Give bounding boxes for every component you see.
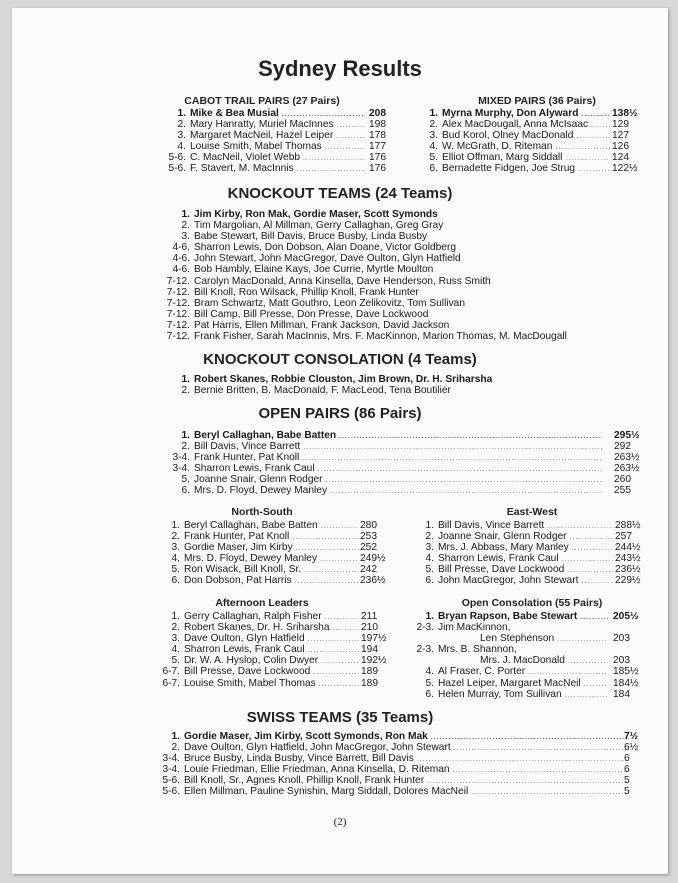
result-rank: 3-4. [172,452,190,464]
result-rank: 6. [425,575,434,587]
result-rank: 5. [425,564,434,576]
result-score: 292 [614,441,631,453]
mixed-pairs-heading: MIXED PAIRS (36 Pairs) [478,95,596,107]
result-names: Len Stephenson ..... [480,633,608,645]
result-rank: 7-12. [166,331,190,343]
result-score: 194 [361,644,378,656]
result-score: 124 [612,152,629,164]
result-names: Dave Oulton, Glyn Hatfield ..... [184,633,360,645]
swiss-teams-heading: SWISS TEAMS (35 Teams) [246,709,434,726]
result-names: Frank Fisher, Sarah MacInnis, Mrs. F. MacKinnon, Marion Thomas, M. MacDougall [194,331,567,343]
result-score: 126 [612,141,629,153]
result-rank: 4-6. [172,264,190,276]
result-names: Bob Hambly, Elaine Kays, Joe Currie, Myrtle Moulton [194,264,434,276]
result-score: 197½ [361,633,387,645]
result-names: Robert Skanes, Robbie Clouston, Jim Brown, Dr. H. Sriharsha [194,374,493,385]
knockout-teams-heading: KNOCKOUT TEAMS (24 Teams) [227,185,453,202]
result-names: Jim Kirby, Ron Mak, Gordie Maser, Scott Symonds [194,209,438,220]
result-names: Louise Smith, Mabel Thomas ..... [190,141,365,153]
afternoon-leaders-heading: Afternoon Leaders [215,597,309,609]
result-score: 236½ [360,575,386,587]
result-score: 280 [360,520,377,531]
result-rank: 3. [181,231,190,243]
result-score: 211 [361,611,378,622]
result-score: 177 [369,141,386,153]
open-pairs-heading: OPEN PAIRS (86 Pairs) [258,405,422,422]
result-names: John Stewart, John MacGregor, Dave Oulton, Glyn Hatfield [194,253,461,265]
result-rank: 3-4. [162,764,180,776]
result-names: W. McGrath, D. Riteman ..... [442,141,610,153]
result-rank: 6. [425,688,434,700]
result-names: Louise Smith, Mabel Thomas ..... [184,678,360,690]
result-rank: 1. [429,108,438,119]
result-names: Beryl Callaghan, Babe Batten ..... [184,520,359,532]
result-names: Frank Hunter, Pat Knoll ..... [194,452,602,464]
result-rank: 7-12. [166,275,190,287]
result-rank: 1. [177,108,186,119]
result-rank: 3. [171,542,180,554]
result-rank: 5-6. [168,152,186,164]
result-rank: 3. [177,130,186,142]
result-score: 6 [624,753,630,765]
result-names: Sharron Lewis, Frank Caul ..... [194,463,602,475]
result-score: 189 [361,666,378,678]
result-names: Mike & Bea Musial ..... [190,108,365,120]
result-rank: 4-6. [172,242,190,254]
result-rank: 5. [425,677,434,689]
result-rank: 1. [171,520,180,531]
result-rank: 4. [425,553,434,565]
result-rank: 5-6. [162,775,180,787]
result-names: Bill Presse, Dave Lockwood ..... [438,564,614,576]
result-score: 192½ [361,655,387,667]
result-names: Sharron Lewis, Frank Caul ..... [184,644,360,656]
result-names: Sharron Lewis, Don Dobson, Alan Doane, Victor Goldberg [194,242,457,254]
result-names: Beryl Callaghan, Babe Batten ..... [194,430,602,442]
result-score: 176 [369,152,386,164]
result-rank: 6-7. [162,677,180,689]
result-score: 243½ [615,553,641,565]
result-score: 205½ [613,611,639,622]
result-names: F. Stavert, M. MacInnis ..... [190,163,365,175]
result-names: Sharron Lewis, Frank Caul ..... [438,553,614,565]
result-rank: 4. [177,141,186,153]
result-score: 122½ [612,163,638,175]
result-names: Bill Knoll, Ron Wilsack, Phillip Knoll, Frank Hunter [194,286,419,298]
result-names: Frank Hunter, Pat Knoll ..... [184,531,359,543]
result-rank: 4. [171,553,180,565]
result-names: Mary Hanratty, Muriel MacInnes ..... [190,119,365,131]
result-rank: 5-6. [162,786,180,798]
result-names: Bud Korol, Olney MacDonald ..... [442,130,610,142]
result-rank: 7-12. [166,308,190,320]
result-rank: 2-3. [416,644,434,656]
result-rank: 1. [171,611,180,622]
result-score: 208 [369,108,386,119]
result-names: Bryan Rapson, Babe Stewart ..... [438,611,608,623]
result-score: 5 [624,786,630,798]
result-names: Bill Knoll, Sr., Agnes Knoll, Phillip Knoll, Frank Hunter ..... [184,775,629,787]
result-score: 184½ [613,677,639,689]
open-consolation-heading: Open Consolation (55 Pairs) [461,597,603,609]
result-names: Bruce Busby, Linda Busby, Vince Barrett, Bill Davis ..... [184,753,629,765]
result-names: C. MacNeil, Violet Webb ..... [190,152,365,164]
page-title: Sydney Results [258,56,422,81]
result-names: John MacGregor, John Stewart ..... [438,575,614,587]
result-rank: 2-3. [416,622,434,634]
result-rank: 5. [429,152,438,164]
result-names: Pat Harris, Ellen Millman, Frank Jackson, David Jackson [194,319,450,331]
result-score: 203 [613,633,630,645]
result-names: Bernie Britten, B. MacDonald, F. MacLeod, Tena Boutilier [194,385,451,397]
result-names: Jim MacKinnon, [438,622,511,634]
result-names: Dave Oulton, Glyn Hatfield, John MacGregor, John Stewart ..... [184,742,629,754]
result-names: Tim Margolian, Al Millman, Gerry Callaghan, Greg Gray [194,220,444,232]
result-names: Robert Skanes, Dr. H. Sriharsha ..... [184,622,360,634]
result-names: Carolyn MacDonald, Anna Kinsella, Dave Henderson, Russ Smith [194,275,491,287]
result-rank: 4. [429,141,438,153]
result-rank: 3. [171,633,180,645]
result-rank: 1. [181,430,190,441]
result-rank: 2. [425,531,434,543]
result-score: 178 [369,130,386,142]
result-score: 236½ [615,564,641,576]
result-names: Ron Wisack, Bill Knoll, Sr. ..... [184,564,359,576]
result-rank: 2. [181,220,190,232]
result-score: 295½ [614,430,640,441]
result-names: Mrs. J. Abbass, Mary Manley ..... [438,542,614,554]
result-score: 7½ [624,731,639,742]
result-names: Margaret MacNeil, Hazel Leiper ..... [190,130,365,142]
result-rank: 1. [425,611,434,622]
result-names: Gerry Callaghan, Ralph Fisher ..... [184,611,360,623]
result-score: 255 [614,485,631,497]
result-rank: 4. [171,644,180,656]
result-rank: 3-4. [162,753,180,765]
result-rank: 2. [171,622,180,634]
result-rank: 7-12. [166,297,190,309]
result-score: 184 [613,688,630,700]
result-score: 176 [369,163,386,175]
result-rank: 4. [425,666,434,678]
result-names: Helen Murray, Tom Sullivan ..... [438,689,608,701]
result-names: Joanne Snair, Glenn Rodger ..... [438,531,614,543]
result-names: Bill Presse, Dave Lockwood ..... [184,666,360,678]
north-south-heading: North-South [231,506,293,518]
result-score: 6 [624,764,630,776]
result-names: Hazel Leiper, Margaret MacNeil ..... [438,678,608,690]
result-rank: 7-12. [166,319,190,331]
result-rank: 6-7. [162,666,180,678]
result-rank: 2. [171,531,180,543]
east-west-heading: East-West [506,506,558,518]
result-rank: 3. [429,130,438,142]
result-rank: 6. [181,485,190,497]
result-names: Dr. W. A. Hyslop, Colin Dwyer ..... [184,655,360,667]
result-rank: 2. [181,441,190,453]
result-score: 185½ [613,666,639,678]
result-names: Bill Davis, Vince Barrett ..... [438,520,614,532]
result-score: 288½ [615,520,641,531]
result-score: 263½ [614,463,640,475]
result-names: Bram Schwartz, Matt Gouthro, Leon Zelikovitz, Tom Sullivan [194,297,466,309]
result-score: 198 [369,119,386,131]
result-names: Elliot Offman, Marg Siddall ..... [442,152,610,164]
result-rank: 3-4. [172,463,190,475]
result-score: 138½ [612,108,638,119]
result-rank: 5. [181,474,190,486]
result-rank: 6. [429,163,438,175]
result-names: Al Fraser, C. Porter ..... [438,666,608,678]
result-names: Mrs. D. Floyd, Dewey Manley ..... [194,485,602,497]
result-score: 189 [361,677,378,689]
results-page [12,8,668,874]
result-rank: 1. [181,209,190,220]
result-names: Mrs. B. Shannon, [438,644,517,656]
result-rank: 4-6. [172,253,190,265]
result-score: 242 [360,564,377,576]
result-score: 5 [624,775,630,787]
result-rank: 5. [171,564,180,576]
result-names: Gordie Maser, Jim Kirby ..... [184,542,359,554]
result-rank: 1. [181,374,190,385]
result-names: Bernadette Fidgen, Joe Strug ..... [442,163,610,175]
result-score: 210 [361,622,378,634]
result-score: 229½ [615,575,641,587]
result-score: 253 [360,531,377,543]
result-score: 129 [612,119,629,131]
page-number: (2) [333,816,347,828]
result-names: Bill Davis, Vince Barrett ..... [194,441,602,453]
result-rank: 5-6. [168,163,186,175]
result-rank: 2. [429,119,438,131]
result-names: Bill Camp, Bill Presse, Don Presse, Dave Lockwood [194,308,429,320]
cabot-trail-heading: CABOT TRAIL PAIRS (27 Pairs) [184,95,340,107]
result-score: 260 [614,474,631,486]
result-names: Joanne Snair, Glenn Rodger ..... [194,474,602,486]
result-score: 203 [613,655,630,667]
result-names: Alex MacDougall, Anna McIsaac ..... [442,119,610,131]
result-score: 6½ [624,742,639,754]
result-score: 252 [360,542,377,554]
result-names: Gordie Maser, Jim Kirby, Scott Symonds, Ron Mak ..... [184,731,629,743]
knockout-consolation-heading: KNOCKOUT CONSOLATION (4 Teams) [203,351,477,368]
result-rank: 2. [181,385,190,397]
result-rank: 1. [171,731,180,742]
result-score: 257 [615,531,632,543]
result-score: 127 [612,130,629,142]
result-score: 263½ [614,452,640,464]
result-rank: 7-12. [166,286,190,298]
result-rank: 6. [171,575,180,587]
result-names: Don Dobson, Pat Harris ..... [184,575,359,587]
result-rank: 2. [171,742,180,754]
result-rank: 3. [425,542,434,554]
result-rank: 2. [177,119,186,131]
result-names: Myrna Murphy, Don Alyward ..... [442,108,610,120]
result-rank: 5. [171,655,180,667]
result-names: Mrs. D. Floyd, Dewey Manley ..... [184,553,359,565]
result-names: Babe Stewart, Bill Davis, Bruce Busby, Linda Busby [194,231,428,243]
result-score: 244½ [615,542,641,554]
result-rank: 1. [425,520,434,531]
result-score: 249½ [360,553,386,565]
result-names: Ellen Millman, Pauline Synishin, Marg Siddall, Dolores MacNeil ..... [184,786,629,798]
result-names: Mrs. J. MacDonald ..... [480,655,608,667]
result-names: Louie Friedman, Ellie Friedman, Anna Kinsella, D. Riteman ..... [184,764,629,776]
